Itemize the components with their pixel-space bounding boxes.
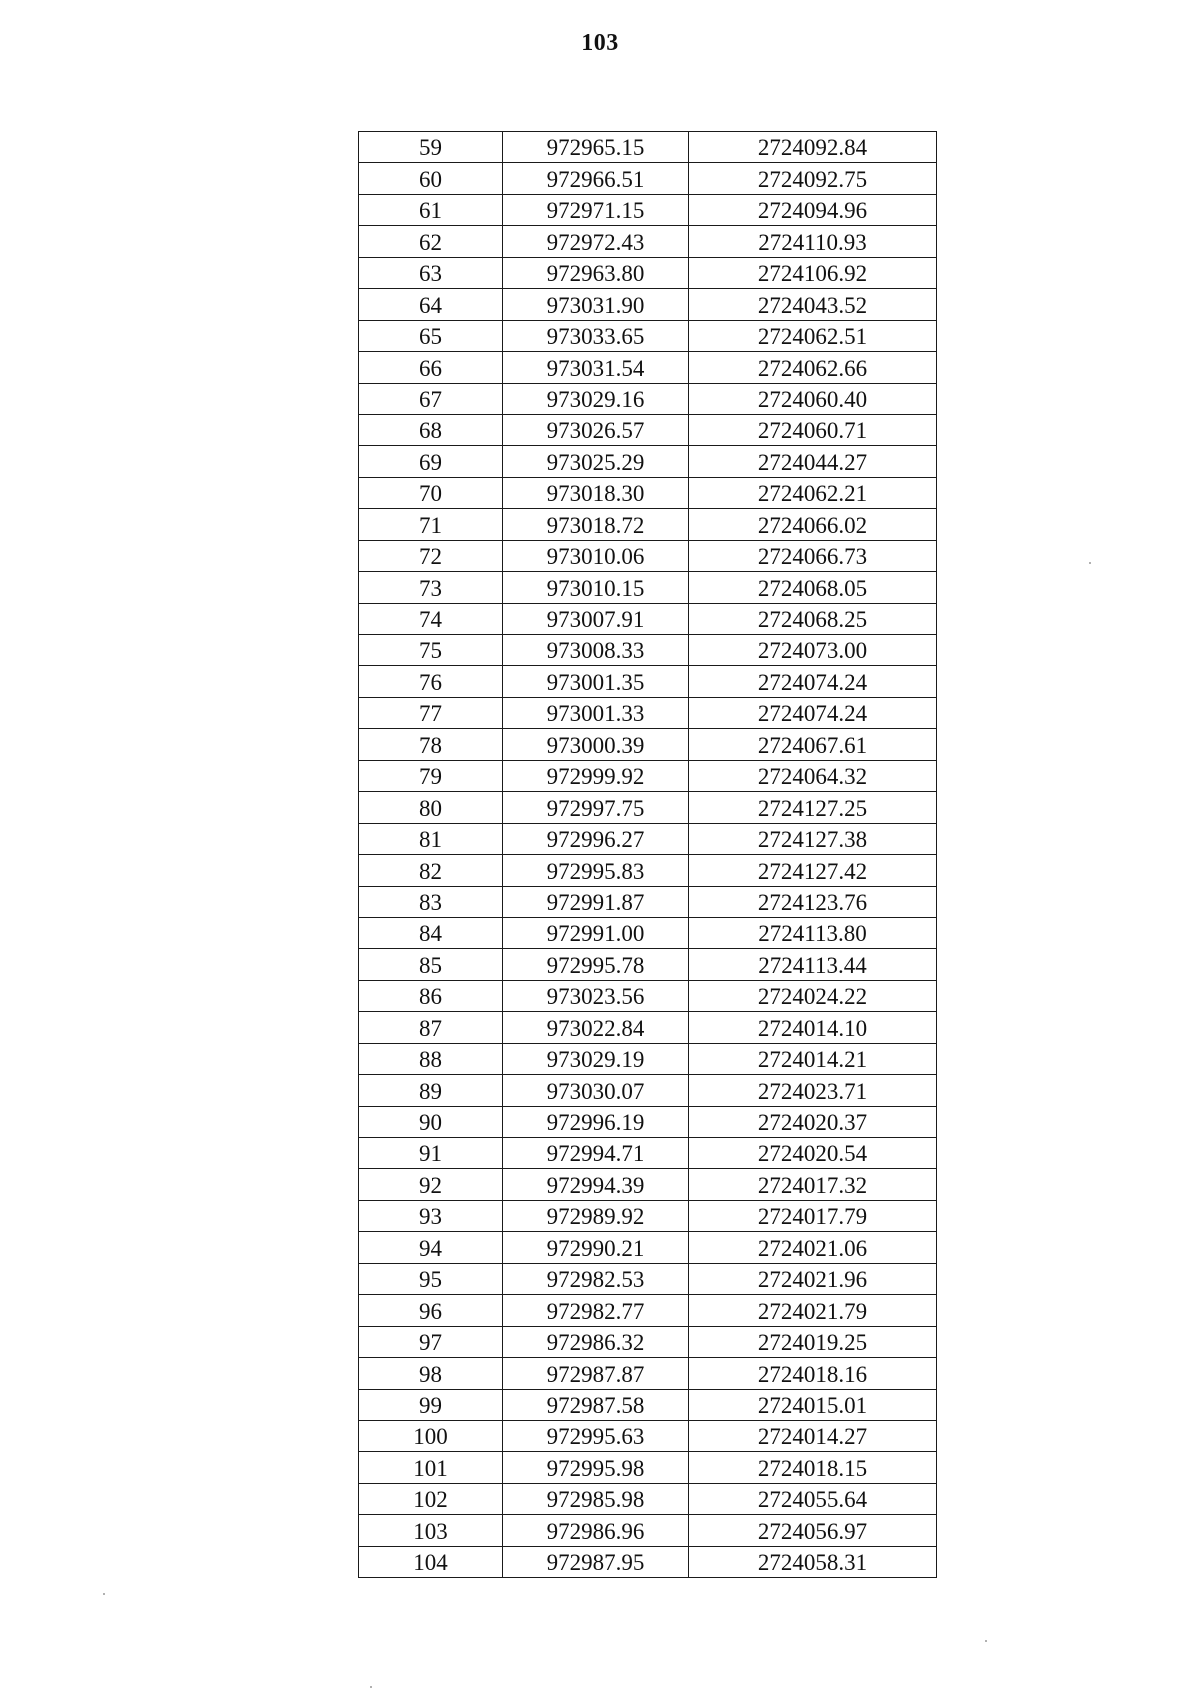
y-coordinate-cell: 2724055.64 (689, 1483, 937, 1514)
point-number-cell: 84 (359, 917, 503, 948)
point-number-cell: 101 (359, 1452, 503, 1483)
y-coordinate-cell: 2724044.27 (689, 446, 937, 477)
x-coordinate-cell: 973001.33 (503, 697, 689, 728)
point-number-cell: 91 (359, 1138, 503, 1169)
table-row (359, 163, 937, 194)
x-coordinate-cell: 973026.57 (503, 414, 689, 445)
table-row (359, 603, 937, 634)
scan-speck (370, 1686, 372, 1688)
coordinates-table (358, 131, 937, 1578)
table-row (359, 477, 937, 508)
point-number-cell: 87 (359, 1012, 503, 1043)
x-coordinate-cell: 972997.75 (503, 792, 689, 823)
point-number-cell: 90 (359, 1106, 503, 1137)
y-coordinate-cell: 2724123.76 (689, 886, 937, 917)
x-coordinate-cell: 972990.21 (503, 1232, 689, 1263)
y-coordinate-cell: 2724060.71 (689, 414, 937, 445)
x-coordinate-cell: 972999.92 (503, 760, 689, 791)
point-number-cell: 95 (359, 1263, 503, 1294)
point-number-cell: 78 (359, 729, 503, 760)
point-number-cell: 81 (359, 823, 503, 854)
y-coordinate-cell: 2724021.96 (689, 1263, 937, 1294)
y-coordinate-cell: 2724127.42 (689, 855, 937, 886)
y-coordinate-cell: 2724021.06 (689, 1232, 937, 1263)
point-number-cell: 65 (359, 320, 503, 351)
table-row (359, 1263, 937, 1294)
table-row (359, 635, 937, 666)
table-row (359, 132, 937, 163)
table-row (359, 383, 937, 414)
point-number-cell: 68 (359, 414, 503, 445)
x-coordinate-cell: 972982.53 (503, 1263, 689, 1294)
point-number-cell: 86 (359, 980, 503, 1011)
point-number-cell: 94 (359, 1232, 503, 1263)
point-number-cell: 72 (359, 540, 503, 571)
point-number-cell: 104 (359, 1546, 503, 1577)
x-coordinate-cell: 973029.16 (503, 383, 689, 414)
table-row (359, 1515, 937, 1546)
x-coordinate-cell: 972982.77 (503, 1295, 689, 1326)
x-coordinate-cell: 972986.96 (503, 1515, 689, 1546)
table-row (359, 980, 937, 1011)
table-row (359, 823, 937, 854)
point-number-cell: 82 (359, 855, 503, 886)
point-number-cell: 75 (359, 635, 503, 666)
point-number-cell: 100 (359, 1420, 503, 1451)
y-coordinate-cell: 2724062.51 (689, 320, 937, 351)
table-row (359, 855, 937, 886)
y-coordinate-cell: 2724056.97 (689, 1515, 937, 1546)
x-coordinate-cell: 973001.35 (503, 666, 689, 697)
table-row (359, 1106, 937, 1137)
y-coordinate-cell: 2724062.21 (689, 477, 937, 508)
x-coordinate-cell: 973029.19 (503, 1043, 689, 1074)
x-coordinate-cell: 972971.15 (503, 194, 689, 225)
point-number-cell: 62 (359, 226, 503, 257)
y-coordinate-cell: 2724020.54 (689, 1138, 937, 1169)
x-coordinate-cell: 972987.95 (503, 1546, 689, 1577)
x-coordinate-cell: 973030.07 (503, 1075, 689, 1106)
x-coordinate-cell: 973022.84 (503, 1012, 689, 1043)
y-coordinate-cell: 2724018.15 (689, 1452, 937, 1483)
y-coordinate-cell: 2724067.61 (689, 729, 937, 760)
y-coordinate-cell: 2724127.25 (689, 792, 937, 823)
y-coordinate-cell: 2724014.21 (689, 1043, 937, 1074)
table-row (359, 320, 937, 351)
point-number-cell: 98 (359, 1358, 503, 1389)
x-coordinate-cell: 973018.72 (503, 509, 689, 540)
table-row (359, 1358, 937, 1389)
table-row (359, 1452, 937, 1483)
point-number-cell: 89 (359, 1075, 503, 1106)
scan-speck (103, 1593, 105, 1595)
point-number-cell: 96 (359, 1295, 503, 1326)
point-number-cell: 93 (359, 1200, 503, 1231)
x-coordinate-cell: 972972.43 (503, 226, 689, 257)
x-coordinate-cell: 972965.15 (503, 132, 689, 163)
point-number-cell: 102 (359, 1483, 503, 1514)
x-coordinate-cell: 973033.65 (503, 320, 689, 351)
x-coordinate-cell: 973031.54 (503, 352, 689, 383)
table-row (359, 886, 937, 917)
y-coordinate-cell: 2724014.27 (689, 1420, 937, 1451)
point-number-cell: 67 (359, 383, 503, 414)
y-coordinate-cell: 2724017.79 (689, 1200, 937, 1231)
point-number-cell: 83 (359, 886, 503, 917)
table-row (359, 289, 937, 320)
point-number-cell: 79 (359, 760, 503, 791)
x-coordinate-cell: 973008.33 (503, 635, 689, 666)
x-coordinate-cell: 972996.27 (503, 823, 689, 854)
point-number-cell: 69 (359, 446, 503, 477)
x-coordinate-cell: 973031.90 (503, 289, 689, 320)
table-row (359, 697, 937, 728)
y-coordinate-cell: 2724106.92 (689, 257, 937, 288)
x-coordinate-cell: 973010.15 (503, 572, 689, 603)
y-coordinate-cell: 2724021.79 (689, 1295, 937, 1326)
y-coordinate-cell: 2724015.01 (689, 1389, 937, 1420)
point-number-cell: 80 (359, 792, 503, 823)
y-coordinate-cell: 2724064.32 (689, 760, 937, 791)
x-coordinate-cell: 973000.39 (503, 729, 689, 760)
table-row (359, 540, 937, 571)
x-coordinate-cell: 972995.78 (503, 949, 689, 980)
x-coordinate-cell: 972986.32 (503, 1326, 689, 1357)
table-row (359, 1546, 937, 1577)
x-coordinate-cell: 972963.80 (503, 257, 689, 288)
x-coordinate-cell: 973018.30 (503, 477, 689, 508)
table-row (359, 1326, 937, 1357)
table-row (359, 194, 937, 225)
table-row (359, 1169, 937, 1200)
y-coordinate-cell: 2724113.80 (689, 917, 937, 948)
table-row (359, 760, 937, 791)
y-coordinate-cell: 2724074.24 (689, 666, 937, 697)
x-coordinate-cell: 973025.29 (503, 446, 689, 477)
table-row (359, 792, 937, 823)
point-number-cell: 60 (359, 163, 503, 194)
table-row (359, 1138, 937, 1169)
y-coordinate-cell: 2724017.32 (689, 1169, 937, 1200)
x-coordinate-cell: 972994.71 (503, 1138, 689, 1169)
y-coordinate-cell: 2724060.40 (689, 383, 937, 414)
table-row (359, 1420, 937, 1451)
point-number-cell: 70 (359, 477, 503, 508)
table-row (359, 572, 937, 603)
x-coordinate-cell: 972989.92 (503, 1200, 689, 1231)
table-row (359, 257, 937, 288)
x-coordinate-cell: 972994.39 (503, 1169, 689, 1200)
x-coordinate-cell: 972991.87 (503, 886, 689, 917)
coordinates-table-body (359, 132, 937, 1578)
y-coordinate-cell: 2724092.84 (689, 132, 937, 163)
table-row (359, 352, 937, 383)
point-number-cell: 97 (359, 1326, 503, 1357)
table-row (359, 1232, 937, 1263)
table-row (359, 1389, 937, 1420)
point-number-cell: 88 (359, 1043, 503, 1074)
table-row (359, 1483, 937, 1514)
point-number-cell: 99 (359, 1389, 503, 1420)
y-coordinate-cell: 2724074.24 (689, 697, 937, 728)
point-number-cell: 92 (359, 1169, 503, 1200)
table-row (359, 1295, 937, 1326)
point-number-cell: 77 (359, 697, 503, 728)
y-coordinate-cell: 2724092.75 (689, 163, 937, 194)
y-coordinate-cell: 2724043.52 (689, 289, 937, 320)
x-coordinate-cell: 972995.98 (503, 1452, 689, 1483)
x-coordinate-cell: 973007.91 (503, 603, 689, 634)
x-coordinate-cell: 972995.83 (503, 855, 689, 886)
table-row (359, 1043, 937, 1074)
table-row (359, 1200, 937, 1231)
x-coordinate-cell: 972996.19 (503, 1106, 689, 1137)
point-number-cell: 103 (359, 1515, 503, 1546)
y-coordinate-cell: 2724019.25 (689, 1326, 937, 1357)
y-coordinate-cell: 2724068.05 (689, 572, 937, 603)
y-coordinate-cell: 2724094.96 (689, 194, 937, 225)
x-coordinate-cell: 972995.63 (503, 1420, 689, 1451)
point-number-cell: 74 (359, 603, 503, 634)
y-coordinate-cell: 2724062.66 (689, 352, 937, 383)
y-coordinate-cell: 2724127.38 (689, 823, 937, 854)
table-row (359, 917, 937, 948)
x-coordinate-cell: 973023.56 (503, 980, 689, 1011)
point-number-cell: 63 (359, 257, 503, 288)
table-row (359, 666, 937, 697)
table-row (359, 729, 937, 760)
table-row (359, 1012, 937, 1043)
y-coordinate-cell: 2724110.93 (689, 226, 937, 257)
point-number-cell: 85 (359, 949, 503, 980)
point-number-cell: 66 (359, 352, 503, 383)
x-coordinate-cell: 972987.58 (503, 1389, 689, 1420)
x-coordinate-cell: 972966.51 (503, 163, 689, 194)
page-number: 103 (581, 30, 619, 56)
x-coordinate-cell: 972987.87 (503, 1358, 689, 1389)
point-number-cell: 64 (359, 289, 503, 320)
point-number-cell: 76 (359, 666, 503, 697)
table-row (359, 1075, 937, 1106)
y-coordinate-cell: 2724014.10 (689, 1012, 937, 1043)
point-number-cell: 59 (359, 132, 503, 163)
y-coordinate-cell: 2724058.31 (689, 1546, 937, 1577)
y-coordinate-cell: 2724018.16 (689, 1358, 937, 1389)
table-row (359, 446, 937, 477)
table-row (359, 949, 937, 980)
x-coordinate-cell: 972985.98 (503, 1483, 689, 1514)
point-number-cell: 73 (359, 572, 503, 603)
y-coordinate-cell: 2724068.25 (689, 603, 937, 634)
y-coordinate-cell: 2724066.02 (689, 509, 937, 540)
table-row (359, 226, 937, 257)
point-number-cell: 71 (359, 509, 503, 540)
scan-speck (1089, 562, 1091, 564)
y-coordinate-cell: 2724113.44 (689, 949, 937, 980)
x-coordinate-cell: 973010.06 (503, 540, 689, 571)
y-coordinate-cell: 2724020.37 (689, 1106, 937, 1137)
x-coordinate-cell: 972991.00 (503, 917, 689, 948)
y-coordinate-cell: 2724023.71 (689, 1075, 937, 1106)
y-coordinate-cell: 2724024.22 (689, 980, 937, 1011)
table-row (359, 414, 937, 445)
table-row (359, 509, 937, 540)
scan-speck (985, 1640, 987, 1642)
y-coordinate-cell: 2724073.00 (689, 635, 937, 666)
y-coordinate-cell: 2724066.73 (689, 540, 937, 571)
point-number-cell: 61 (359, 194, 503, 225)
